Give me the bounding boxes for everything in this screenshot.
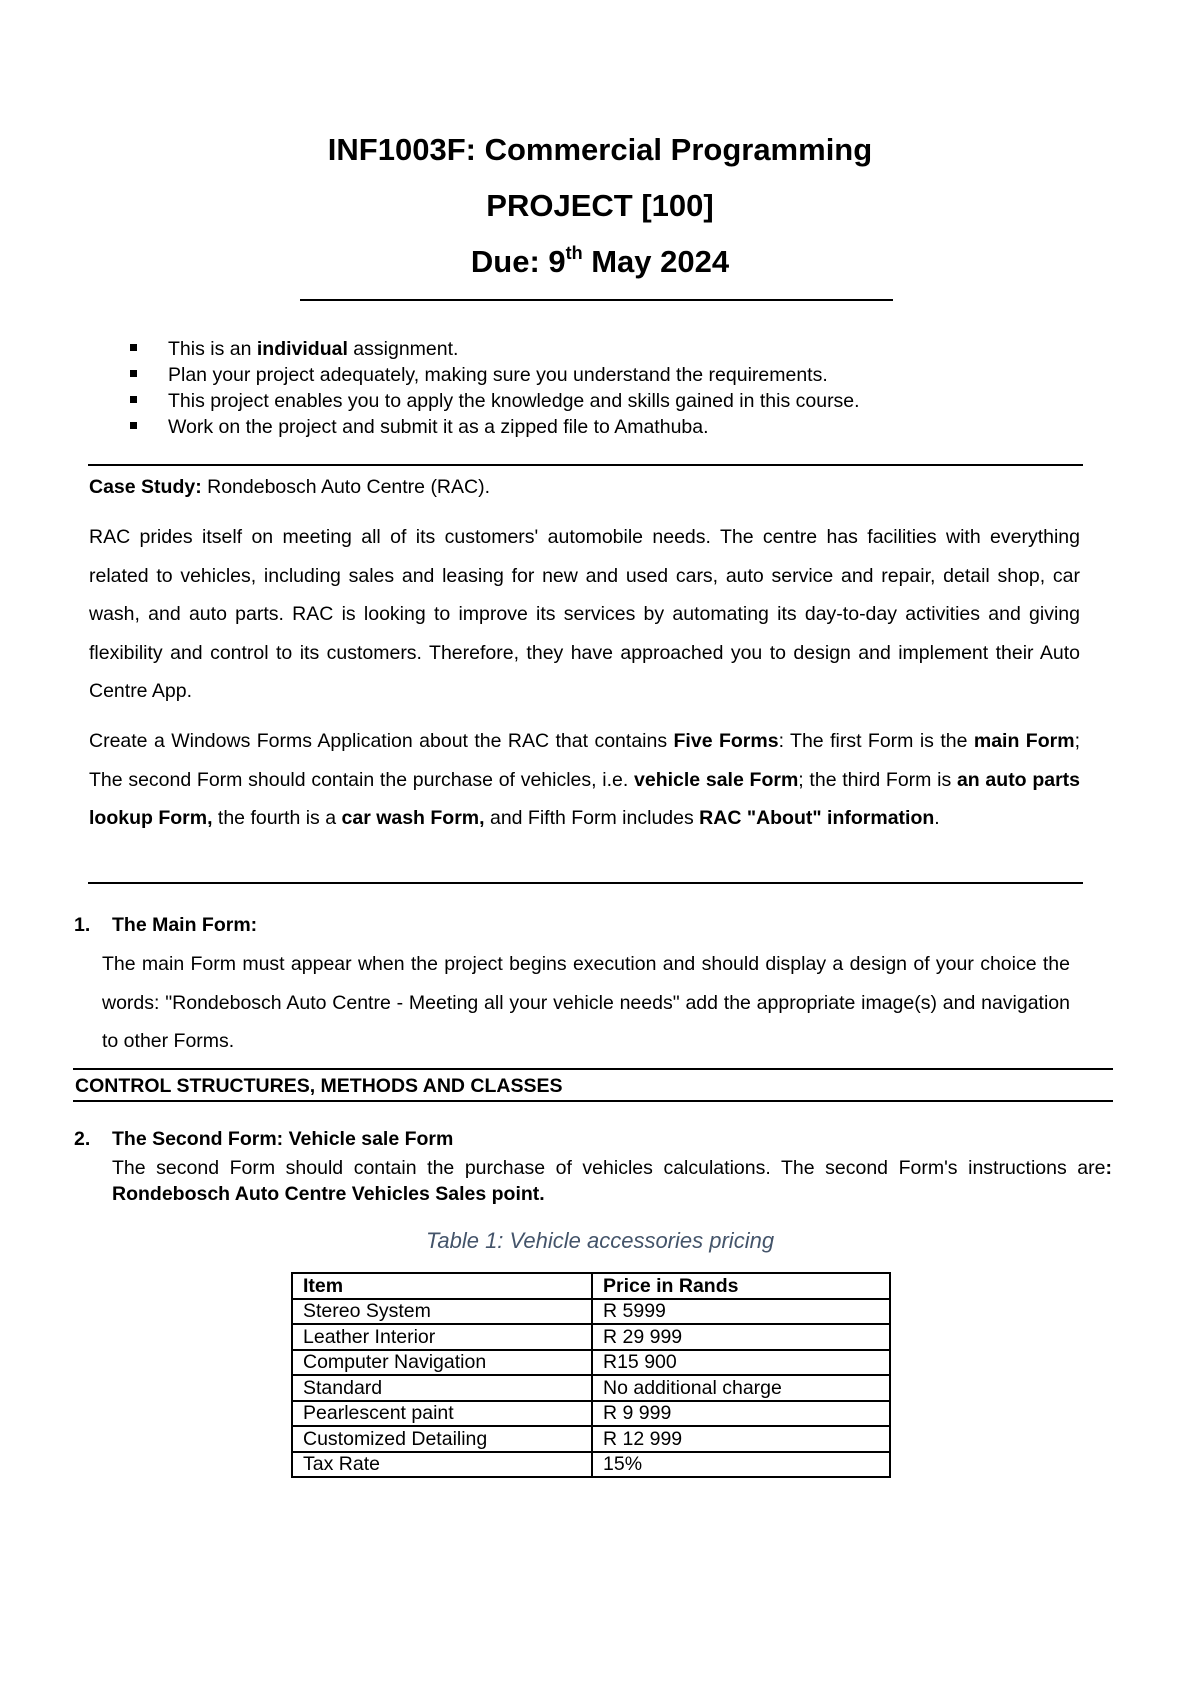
section-1-text: The main Form must appear when the project begins execution and should display a design of your choice the words: "Rondebosch Auto Centre - Meeting all your vehicle needs" add the appropriate image(s) and navigation to other Forms. (102, 953, 1070, 1052)
table-row (292, 1375, 890, 1401)
header-rule (300, 299, 893, 301)
section-1-heading: 1. The Main Form: (74, 914, 258, 936)
item-cell: Stereo System (292, 1299, 592, 1325)
bullet-icon (130, 396, 137, 403)
case-study-heading: Case Study: Rondebosch Auto Centre (RAC). (89, 476, 491, 498)
section-2-heading: 2. The Second Form: Vehicle sale Form (74, 1128, 454, 1150)
table-row (292, 1299, 890, 1325)
due-prefix: Due: 9 (470, 244, 566, 279)
list-item: This is an individual assignment. (130, 336, 860, 362)
forms-paragraph: Create a Windows Forms Application about the RAC that contains Five Forms: The first Form is the main Form; The second Form should contain the purchase of vehicles, i.e. vehicle sale Form; the third Form is an auto parts lookup Form, the fourth is a car wash Form, and Fifth Form includes RAC "About" information. (89, 730, 1081, 829)
item-cell: Tax Rate (292, 1452, 592, 1478)
list-item: Work on the project and submit it as a zipped file to Amathuba. (130, 414, 860, 440)
item-cell: Leather Interior (292, 1324, 592, 1350)
course-title: INF1003F: Commercial Programming (327, 132, 873, 167)
price-cell: 15% (592, 1452, 890, 1478)
price-cell: R 5999 (592, 1299, 890, 1325)
bullet-icon (130, 344, 137, 351)
item-cell: Standard (292, 1375, 592, 1401)
table-caption: Table 1: Vehicle accessories pricing (425, 1228, 775, 1253)
due-superscript: th (565, 243, 583, 263)
column-header-price: Price in Rands (592, 1273, 890, 1299)
price-cell: R 29 999 (592, 1324, 890, 1350)
item-cell: Customized Detailing (292, 1426, 592, 1452)
item-cell: Pearlescent paint (292, 1401, 592, 1427)
list-item: This project enables you to apply the knowledge and skills gained in this course. (130, 388, 860, 414)
due-date (0, 244, 1200, 280)
project-title: PROJECT [100] (486, 188, 714, 223)
section-2-text: The second Form should contain the purchase of vehicles calculations. The second Form's instructions are: Rondebosch Auto Centre Vehicles Sales point. (112, 1157, 1112, 1205)
bullet-icon (130, 370, 137, 377)
case-study-paragraph: RAC prides itself on meeting all of its customers' automobile needs. The centre has facilities with everything related to vehicles, including sales and leasing for new and used cars, auto service and repair, detail shop, car wash, and auto parts. RAC is looking to improve its services by automating its day-to-day activities and giving flexibility and control to its customers. Therefore, they have approached you to design and implement their Auto Centre App. (89, 526, 1080, 702)
price-cell: No additional charge (592, 1375, 890, 1401)
column-header-item: Item (292, 1273, 592, 1299)
table-row (292, 1350, 890, 1376)
accessories-price-table (291, 1272, 891, 1478)
table-row (292, 1324, 890, 1350)
table-header-row (292, 1273, 890, 1299)
price-cell: R 12 999 (592, 1426, 890, 1452)
bullet-icon (130, 422, 137, 429)
table-row (292, 1452, 890, 1478)
due-suffix: May 2024 (582, 244, 730, 279)
table-row (292, 1401, 890, 1427)
table-row (292, 1426, 890, 1452)
case-study-bottom-rule (88, 882, 1083, 884)
control-structures-band: CONTROL STRUCTURES, METHODS AND CLASSES (73, 1068, 1113, 1102)
price-cell: R15 900 (592, 1350, 890, 1376)
list-item: Plan your project adequately, making sure you understand the requirements. (130, 362, 860, 388)
case-study-top-rule (88, 464, 1083, 466)
item-cell: Computer Navigation (292, 1350, 592, 1376)
price-cell: R 9 999 (592, 1401, 890, 1427)
requirements-list (130, 336, 860, 440)
